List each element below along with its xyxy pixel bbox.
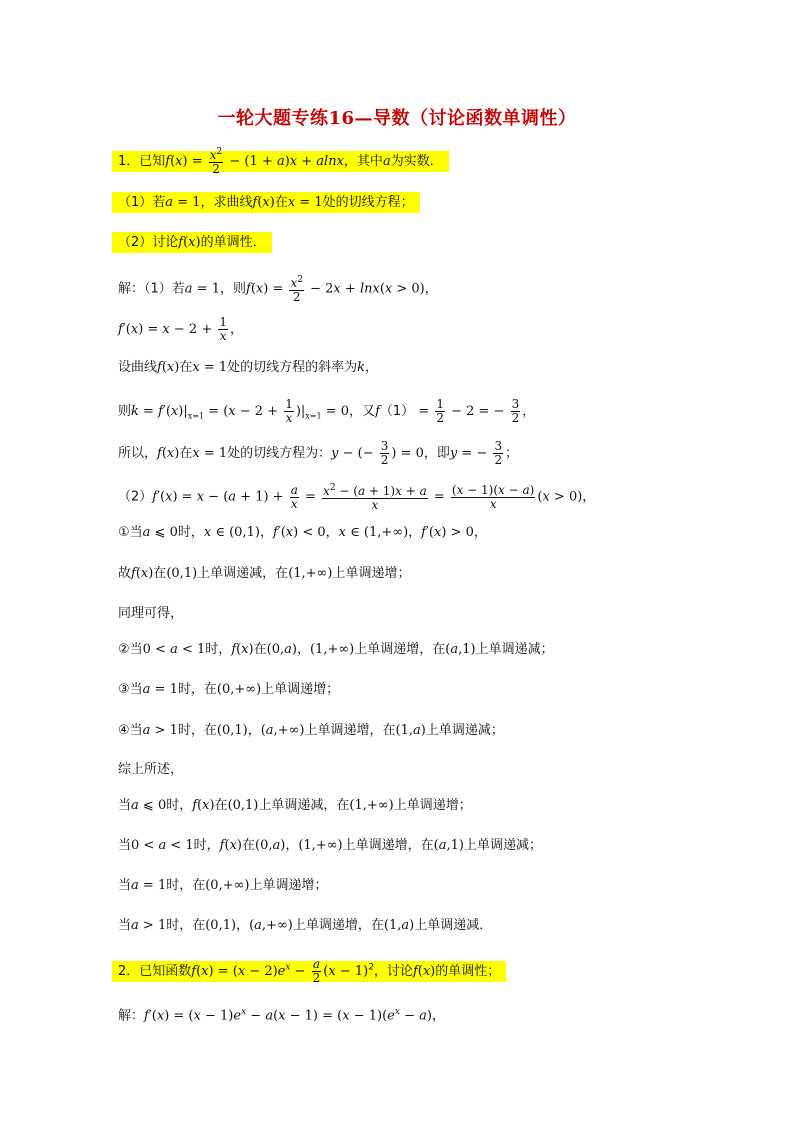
same-reasoning: 同理可得， xyxy=(118,606,184,621)
question-2-solution: 解：$f'(x) = (x - 1)e^x - a(x - 1) = (x - 1)(e^x - a)$， xyxy=(118,1007,445,1024)
page-title: 一轮大题专练16—导数（讨论函数单调性） xyxy=(217,108,577,129)
question-1-part-2: （2）讨论f(x)的单调性． xyxy=(118,233,272,253)
case-1: ①当a ⩽ 0时，x ∈ (0,1)，f′(x) < 0，x ∈ (1,+∞)，f′(x) > 0， xyxy=(118,525,487,540)
summary-4: 当a > 1时，在(0,1)，(a,+∞)上单调递增，在(1,a)上单调递减． xyxy=(118,918,493,933)
summary-2: 当0 < a < 1时，f(x)在(0,a)，(1,+∞)上单调递增，在(a,1)上单调递减； xyxy=(118,838,542,853)
case-3: ③当a = 1时，在(0,+∞)上单调递增； xyxy=(118,682,340,697)
question-2: 2．已知函数$f(x) = (x - 2)e^x$ − $\frac{a}{2}$ $(x - 1)^2$，讨论f(x)的单调性； xyxy=(118,958,506,985)
solution-line-1: 解：（1）若a = 1，则f(x) = $\frac{x^2}{2}$ − 2x + lnx(x > 0)， xyxy=(118,275,438,304)
solution-line-2: f′(x) = x − 2 + $\frac{1}{x}$ ， xyxy=(118,315,244,343)
solution-line-3: 设曲线f(x)在x = 1处的切线方程的斜率为k， xyxy=(118,360,379,375)
question-1-part-1: （1）若a = 1，求曲线f(x)在x = 1处的切线方程； xyxy=(118,193,420,213)
solution-line-6: （2）f′(x) = x − (a + 1) + $\frac{a}{x}$ = $\frac{x^2 - (a + 1)x + a}{x}$ = $\frac{(x - 1)(x - a)}{x}$ (x > 0)， xyxy=(118,482,596,512)
question-1: 1．已知f(x) = $\frac{x^2}{2}$ − (1 + a)x + alnx，其中a为实数． xyxy=(118,146,449,176)
summary-3: 当a = 1时，在(0,+∞)上单调递增； xyxy=(118,878,328,893)
solution-line-4: 则$k = f'(x)|_{x=1} = (x - 2$ + $\frac{1}{x}$ )$|_{x=1} = 0$，又f（1） = $\frac{1}{2}$ − 2 = − $\frac{3}{2}$ ， xyxy=(118,397,536,425)
solution-line-5: 所以，f(x)在x = 1处的切线方程为：y − (− $\frac{3}{2}$ ) = 0，即y = − $\frac{3}{2}$ ； xyxy=(118,439,519,467)
case-4: ④当a > 1时，在(0,1)，(a,+∞)上单调递增，在(1,a)上单调递减； xyxy=(118,723,504,738)
summary-1: 当a ⩽ 0时，f(x)在(0,1)上单调递减，在(1,+∞)上单调递增； xyxy=(118,798,472,813)
case-2: ②当0 < a < 1时，f(x)在(0,a)，(1,+∞)上单调递增，在(a,1)上单调递减； xyxy=(118,642,554,657)
summary-heading: 综上所述， xyxy=(118,762,184,777)
case-1-conclusion: 故f(x)在(0,1)上单调递减，在(1,+∞)上单调递增； xyxy=(118,566,411,581)
